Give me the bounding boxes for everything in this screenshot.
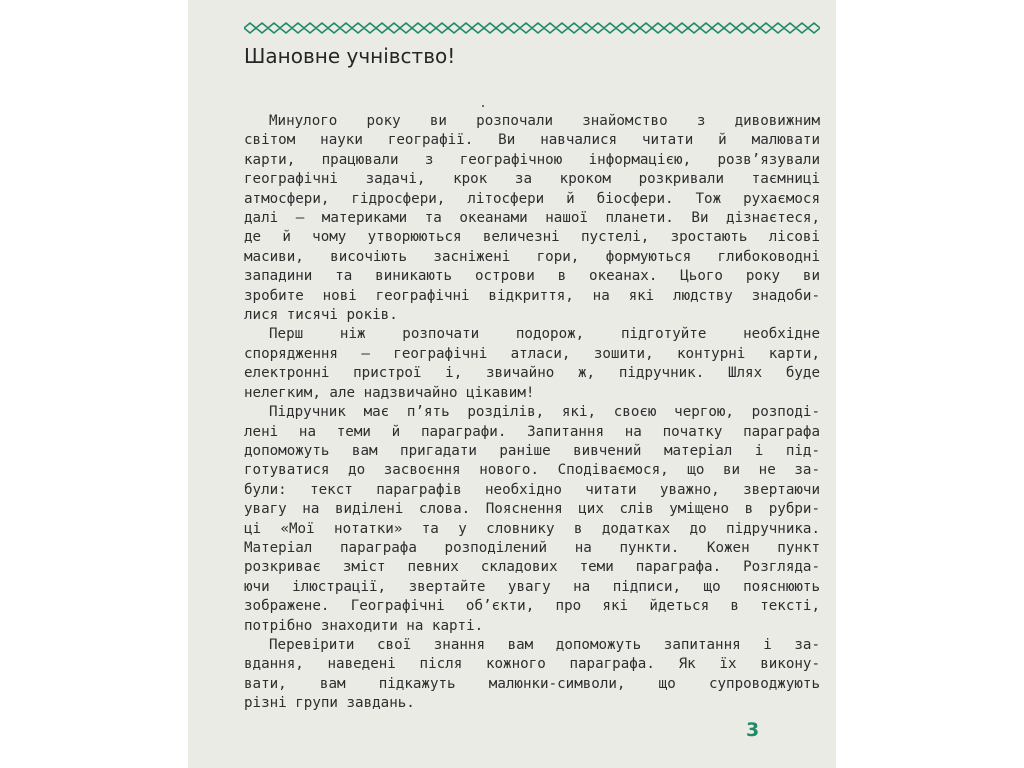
- paragraph-1: [244, 112, 820, 325]
- paragraph-4: [244, 636, 820, 714]
- text-line: географічні задачі, крок за кроком розкривали таємниці: [244, 171, 820, 188]
- text-line: карти, працювали з географічною інформацією, розв’язували: [244, 151, 820, 168]
- text-line: зображене. Географічні об’єкти, про які йдеться в тексті,: [244, 598, 820, 615]
- page-number: 3: [746, 719, 760, 741]
- text-line: електронні пристрої і, звичайно ж, підручник. Шлях буде: [244, 365, 820, 382]
- decorative-border-ornament: [244, 20, 820, 36]
- text-line: Минулого року ви розпочали знайомство з дивовижним: [269, 113, 820, 129]
- text-line: нелегким, але надзвичайно цікавим!: [244, 384, 535, 401]
- page-heading: Шановне учнівство!: [244, 44, 456, 68]
- textbook-page: [188, 0, 836, 768]
- text-line: розкриває зміст певних складових теми параграфа. Розгляда-: [244, 559, 820, 576]
- text-line: різні групи завдань.: [244, 695, 415, 712]
- text-line: атмосфери, гідросфери, літосфери й біосфери. Тож рухаємося: [244, 190, 820, 207]
- paper-speck: [482, 105, 484, 107]
- text-line: допоможуть вам пригадати раніше вивчений матеріал і під-: [244, 442, 820, 459]
- text-line: вати, вам підкажуть малюнки-символи, що супроводжують: [244, 675, 820, 692]
- text-line: Перевірити свої знання вам допоможуть запитання і за-: [269, 636, 820, 653]
- text-line: вдання, наведені після кожного параграфа. Як їх викону-: [244, 656, 820, 673]
- text-line: далі — материками та океанами нашої планети. Ви дізнаєтеся,: [244, 210, 820, 227]
- text-line: потрібно знаходити на карті.: [244, 617, 484, 634]
- text-line: ці «Мої нотатки» та у словнику в додатках до підручника.: [244, 520, 820, 537]
- text-line: Підручник має п’ять розділів, які, своєю чергою, розподі-: [269, 404, 820, 421]
- text-line: спорядження — географічні атласи, зошити, контурні карти,: [244, 345, 820, 362]
- text-line: ючи ілюстрації, звертайте увагу на підписи, що пояснюють: [244, 578, 820, 595]
- text-line: западини та виникають острови в океанах. Цього року ви: [244, 268, 820, 285]
- text-line: лені на теми й параграфи. Запитання на початку параграфа: [244, 423, 820, 440]
- paragraph-3: [244, 403, 820, 636]
- paragraph-2: [244, 325, 820, 403]
- body-text: [244, 112, 820, 714]
- text-line: масиви, височіють засніжені гори, формуються глибоководні: [244, 248, 820, 265]
- text-line: Перш ніж розпочати подорож, підготуйте необхідне: [269, 326, 820, 343]
- text-line: Матеріал параграфа розподілений на пункти. Кожен пункт: [244, 539, 820, 556]
- text-line: увагу на виділені слова. Пояснення цих слів уміщено в рубри-: [244, 501, 820, 518]
- text-line: зробите нові географічні відкриття, на які людству знадоби-: [244, 287, 820, 304]
- text-line: лися тисячі років.: [244, 307, 398, 324]
- diamond-chain: [244, 23, 820, 33]
- text-line: світом науки географії. Ви навчалися читати й малювати: [244, 132, 820, 149]
- text-line: де й чому утворюються величезні пустелі, зростають лісові: [244, 229, 820, 246]
- text-line: були: текст параграфів необхідно читати уважно, звертаючи: [244, 481, 820, 498]
- text-line: готуватися до засвоєння нового. Сподіваємося, що ви не за-: [244, 462, 820, 479]
